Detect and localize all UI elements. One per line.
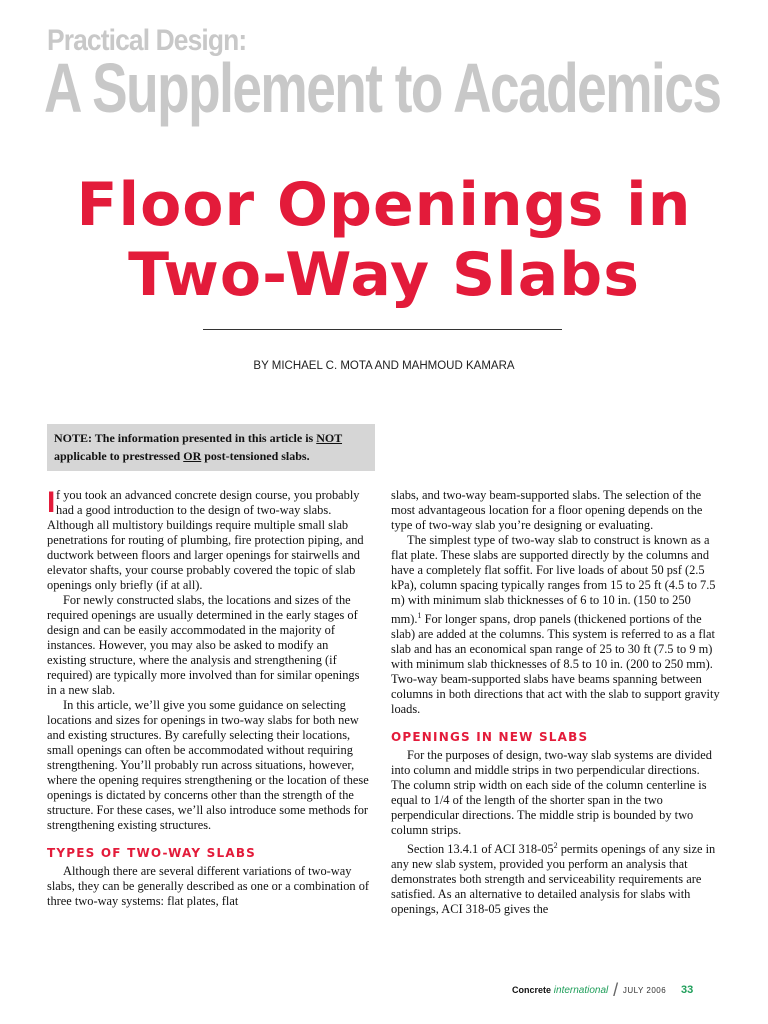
paragraph-text: f you took an advanced concrete design course, you probably had a good introduction to the design of two-way slabs. Although all multistory buildings require multiple small slab penetrations for routing of plumbing, fire protection piping, and ductwork between floors and larger openings for stairwells and elevator shafts, your course probably covered the topic of slab openings only briefly (if at all). (47, 488, 364, 592)
note-box (47, 424, 375, 471)
byline: BY MICHAEL C. MOTA AND MAHMOUD KAMARA (253, 360, 515, 372)
note-or: OR (183, 449, 202, 463)
footnote-ref: 1 (417, 611, 422, 620)
paragraph-text: permits openings of any size in any new slab system, provided you perform an analysis that demonstrates both strength and serviceability requirements are satisfied. As an alternative to detailed analysis for slabs with openings, ACI 318-05 gives the (391, 842, 716, 917)
left-column (47, 488, 370, 909)
paragraph: Although there are several different variations of two-way slabs, they can be generally described as one or a combination of three two-way systems: flat plates, flat (47, 864, 370, 908)
footer-date: JULY 2006 (622, 986, 667, 995)
note-text-2: applicable to prestressed (54, 449, 184, 463)
article-title-line-1: Floor Openings in (76, 170, 692, 240)
header-supplement: A Supplement to Academics (44, 49, 721, 127)
note-not: NOT (316, 431, 343, 445)
paragraph (391, 533, 721, 717)
title-divider (203, 329, 562, 330)
paragraph (391, 838, 721, 917)
right-column (391, 488, 721, 917)
section-heading-openings: OPENINGS IN NEW SLABS (391, 730, 589, 745)
footnote-ref: 2 (553, 841, 558, 851)
paragraph (47, 488, 370, 593)
note-text-3: post-tensioned slabs. (201, 449, 310, 463)
paragraph: In this article, we’ll give you some guidance on selecting locations and sizes for openings in two-way slabs for both new and existing structures. By carefully selecting their locations, small openings can often be accommodated without requiring strengthening. You’ll probably run across situations, however, where the opening requires strengthening or the location of these openings is dictated by concerns other than the strength of the structure. For these cases, we’ll also introduce some methods for strengthening existing structures. (47, 698, 369, 832)
section-heading-types: TYPES OF TWO-WAY SLABS (47, 846, 257, 860)
article-title-line-2: Two-Way Slabs (128, 240, 640, 310)
page-footer (512, 980, 722, 1001)
paragraph-text: The simplest type of two-way slab to construct is known as a flat plate. These slabs are supported directly by the columns and have a completely flat soffit. For live loads of about 50 psf (2.5 kPa), column spacing typically ranges from 15 to 25 ft (4.5 to 7.5 m) with minimum slab thicknesses of 6 to 10 in. (150 to 250 mm). (391, 533, 716, 627)
note-text-1: NOTE: The information presented in this article is (54, 431, 317, 445)
header-kicker: Practical Design: (47, 24, 247, 57)
footer-slash: / (613, 980, 619, 1000)
footer-brand-intl: international (553, 985, 609, 996)
article-title (0, 170, 768, 310)
paragraph: For newly constructed slabs, the locations and sizes of the required openings are usually determined in the early stages of design and can be easily accommodated in the majority of instances. However, you may also be asked to modify an existing structure, where the analysis and strengthening (if required) are typically more involved than for similar openings in a new slab. (47, 593, 360, 697)
drop-cap: I (47, 486, 56, 519)
paragraph: slabs, and two-way beam-supported slabs. The selection of the most advantageous location for a floor opening depends on the type of two-way slab you’re designing or evaluating. (391, 488, 703, 532)
page-number: 33 (680, 984, 694, 996)
paragraph-text: Section 13.4.1 of ACI 318-05 (407, 842, 554, 857)
paragraph-text: For longer spans, drop panels (thickened portions of the slab) are added at the columns. This system is referred to as a flat slab and has an economical span range of 25 to 30 ft (7.5 to 9 m) with minimum slab thicknesses of 8.5 to 10 in. (200 to 250 mm). Two-way beam-supported slabs have beams spanning between columns in both directions that act with the slab to support gravity loads. (391, 612, 720, 717)
footer-brand: Concrete (512, 985, 552, 995)
paragraph: For the purposes of design, two-way slab systems are divided into column and middle strips in two perpendicular directions. The column strip width on each side of the column centerline is equal to 1/4 of the length of the shorter span in the two perpendicular directions. The middle strip is bounded by two column strips. (391, 748, 712, 838)
